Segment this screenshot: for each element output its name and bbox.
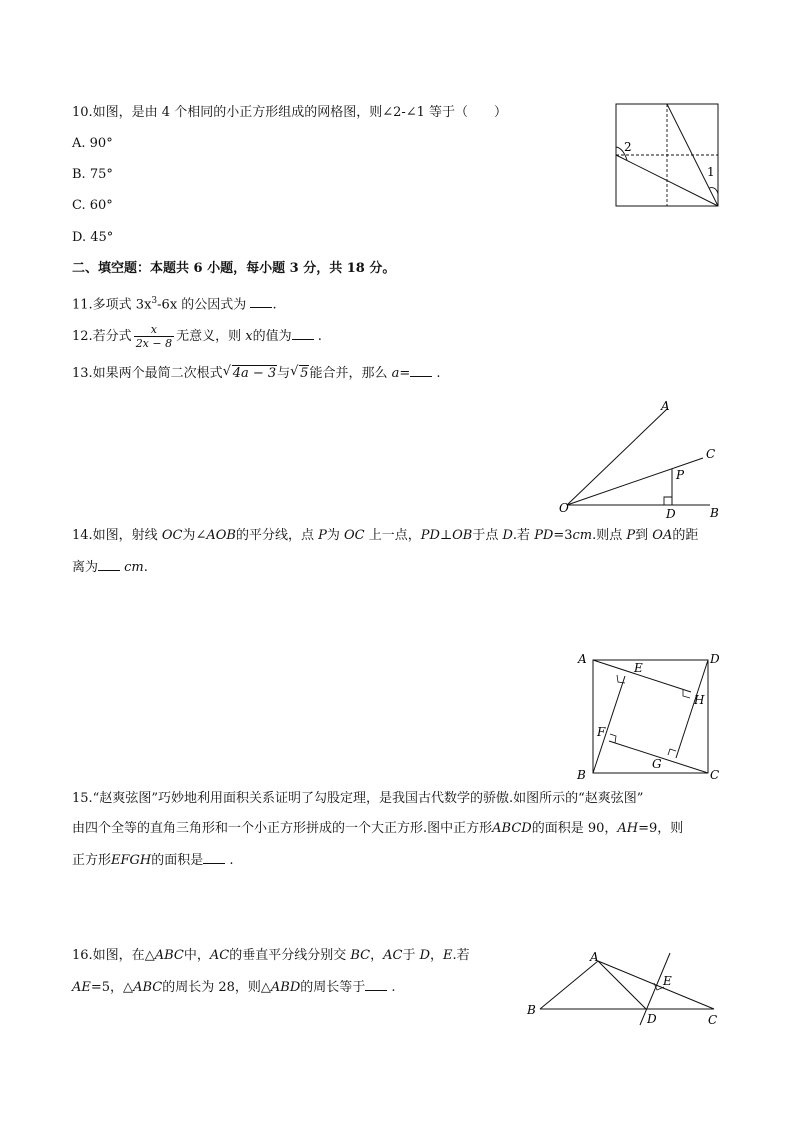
label-d: D: [710, 652, 720, 666]
label-c: C: [706, 447, 716, 461]
q12: 12.若分式 $\frac{x}{2x - 8}$ 无意义，则 x的值为 .: [72, 323, 322, 350]
angle-1-label: 1: [707, 165, 715, 179]
label-c: C: [710, 768, 720, 782]
q16-line-2: AE=5，△ABC的周长为 28，则△ABD的周长等于 .: [72, 980, 396, 995]
q15-answer-blank: [203, 863, 225, 864]
label-c: C: [708, 1013, 718, 1027]
q11: 11.多项式 $3x^3-6x$ 的公因式为 .: [72, 296, 277, 313]
q15-line-3: 正方形EFGH的面积是 .: [72, 853, 234, 868]
q16-triangle-figure: [520, 945, 725, 1030]
label-b: B: [527, 1003, 536, 1017]
q16-answer-blank: [365, 990, 387, 991]
q11-answer-blank: [250, 307, 272, 308]
q16-line-1: 16.如图，在△ABC中，AC的垂直平分线分别交 BC，AC于 D，E.若: [72, 948, 470, 963]
label-d: D: [647, 1012, 657, 1026]
angle-2-label: 2: [624, 140, 632, 154]
label-e: E: [663, 974, 672, 988]
q10-option-d: D. 45°: [72, 230, 114, 245]
q14-line-1: 14.如图，射线 OC为∠AOB的平分线，点 P为 OC 上一点，PD⊥OB于点 D.若 PD=3cm.则点 P到 OA的距: [72, 528, 699, 543]
q15-line-1: 15.“赵爽弦图”巧妙地利用面积关系证明了勾股定理，是我国古代数学的骄傲.如图所示的“赵爽弦图”: [72, 791, 644, 806]
label-a: A: [590, 950, 599, 964]
section-2-header: 二、填空题：本题共 6 小题，每小题 3 分，共 18 分。: [72, 261, 396, 276]
label-a: A: [578, 652, 587, 666]
label-d: D: [666, 507, 676, 520]
q12-answer-blank: [292, 339, 314, 340]
q10-stem: 10.如图，是由 4 个相同的小正方形组成的网格图，则∠2-∠1 等于（ ）: [72, 105, 508, 120]
label-g: G: [652, 757, 662, 771]
label-p: P: [676, 468, 685, 482]
q13-answer-blank: [410, 376, 432, 377]
q10-option-c: C. 60°: [72, 198, 113, 213]
label-a: A: [661, 399, 670, 413]
label-h: H: [694, 693, 705, 707]
q14-answer-blank: [98, 570, 120, 571]
label-e: E: [634, 661, 643, 675]
q13-radical-2: √ 5: [290, 364, 309, 381]
q15-zhao-shuang-figure: [572, 648, 727, 783]
q14-line-2: 离为 cm.: [72, 560, 148, 575]
q15-line-2: 由四个全等的直角三角形和一个小正方形拼成的一个大正方形.图中正方形ABCD的面积是 90，AH=9，则: [72, 821, 684, 836]
q10-option-a: A. 90°: [72, 136, 113, 151]
q13: 13.如果两个最简二次根式 √ 4a − 3与 √ 5能合并，那么 a= .: [72, 364, 441, 381]
q10-grid-figure: [612, 100, 724, 212]
label-b: B: [577, 768, 586, 782]
label-b: B: [710, 506, 719, 520]
q14-angle-figure: [555, 395, 725, 520]
q10-option-b: B. 75°: [72, 167, 113, 182]
q12-fraction: $\frac{x}{2x - 8}$: [135, 323, 173, 350]
q13-radical-1: √ 4a − 3: [222, 364, 277, 381]
label-f: F: [597, 725, 606, 739]
label-o: O: [559, 501, 569, 515]
